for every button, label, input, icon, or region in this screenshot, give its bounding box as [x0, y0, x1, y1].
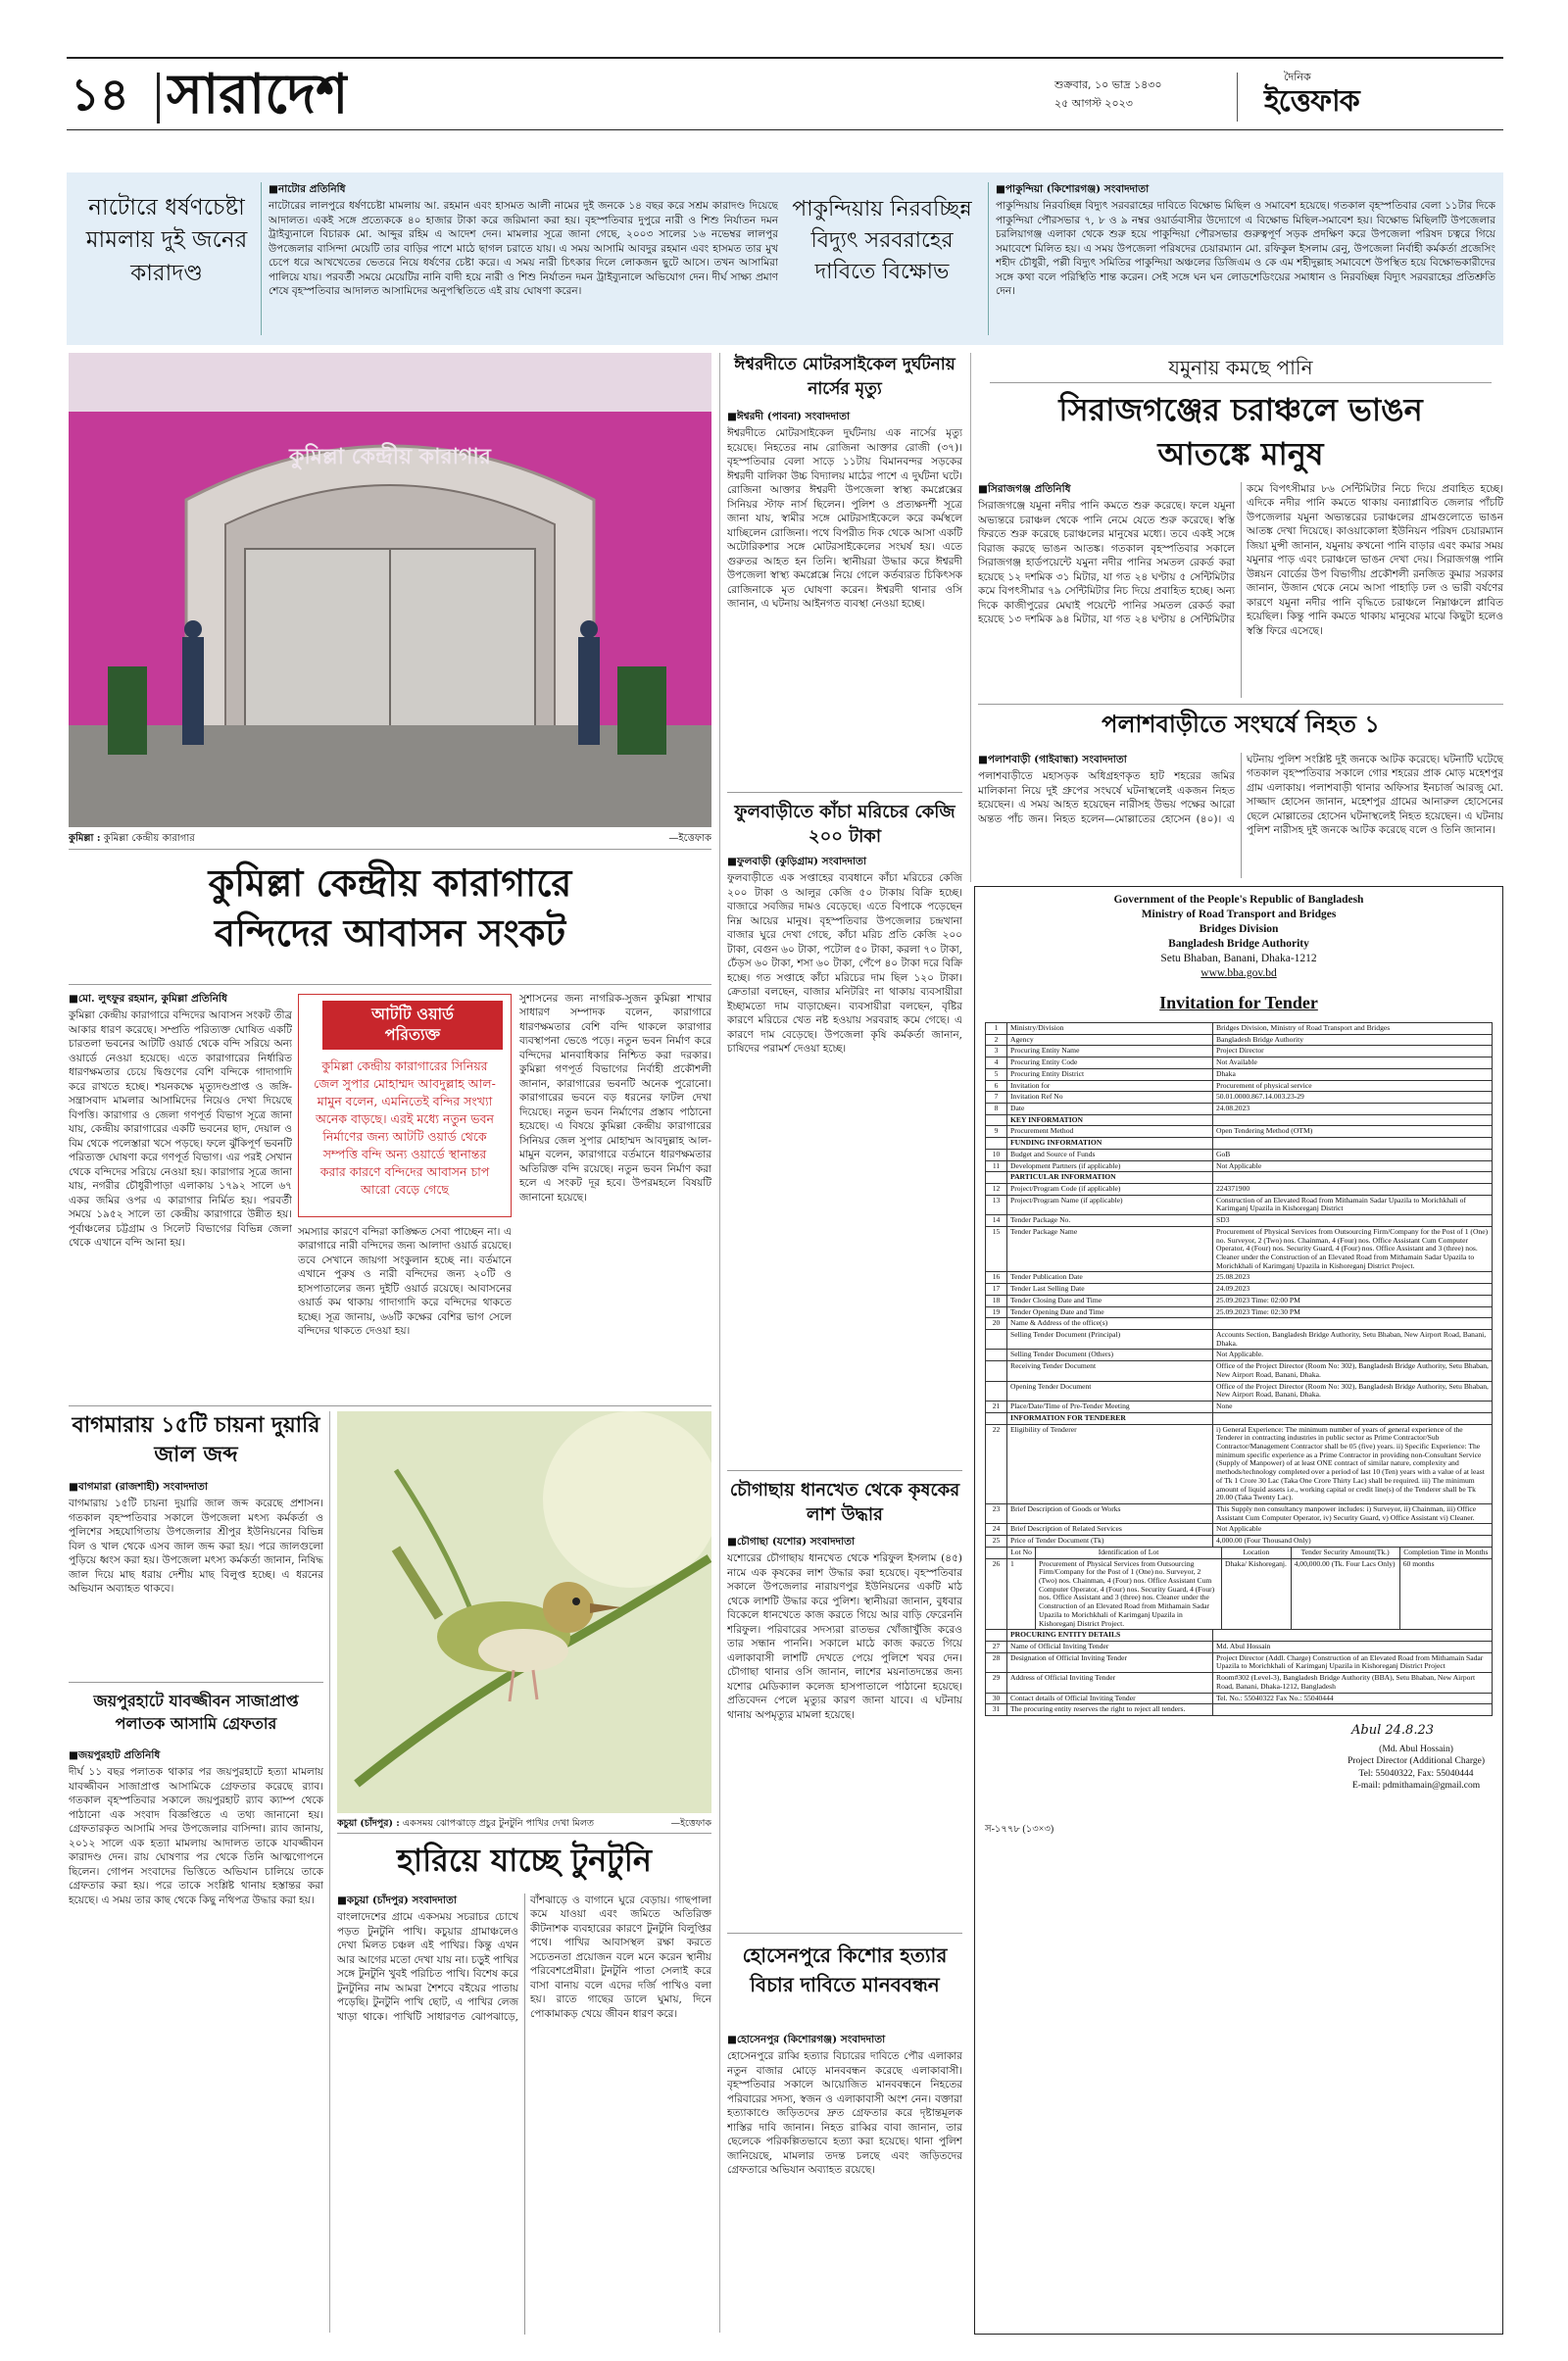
- tender-row-value: [1213, 1318, 1493, 1330]
- tender-row-value: 4,000.00 (Four Thousand Only): [1213, 1536, 1493, 1548]
- tender-row-label: Price of Tender Document (Tk): [1007, 1536, 1213, 1548]
- tender-row-number: 11: [986, 1160, 1007, 1172]
- tender-row: [986, 1172, 1493, 1184]
- tender-row: [986, 1080, 1493, 1092]
- tender-title: Invitation for Tender: [1159, 992, 1318, 1012]
- tender-row-label: PROCURING ENTITY DETAILS: [1007, 1630, 1213, 1642]
- tender-code: স-১৭৭৮ (১৩×৩): [985, 1823, 1054, 1835]
- tender-row-number: 1: [986, 1022, 1007, 1034]
- tender-row: [986, 1138, 1493, 1150]
- tender-row-number: 5: [986, 1068, 1007, 1080]
- tender-row-number: 4: [986, 1058, 1007, 1069]
- tender-row-label: Contact details of Official Inviting Tender: [1007, 1693, 1213, 1704]
- tender-row-value: Room#302 (Level-3), Bangladesh Bridge Authority (BBA), Setu Bhaban, New Airport Road, Banani, Dhaka-1212, Bangladesh: [1213, 1673, 1493, 1693]
- tender-row: [986, 1693, 1493, 1704]
- tender-row-value: Open Tendering Method (OTM): [1213, 1126, 1493, 1138]
- tender-row-number: 25: [986, 1536, 1007, 1548]
- tender-row-value: Office of the Project Director (Room No: 302), Bangladesh Bridge Authority, Setu Bhaban, New Airport Road, Banani, Dhaka.: [1213, 1381, 1493, 1401]
- bagmara-byline: ■ বাগমারা (রাজশাহী) সংবাদদাতা: [69, 1480, 323, 1494]
- tender-row-label: Eligibility of Tenderer: [1007, 1424, 1213, 1503]
- tender-row: [986, 1503, 1493, 1523]
- tender-row-value: Not Applicable: [1213, 1160, 1493, 1172]
- tender-row: [986, 1149, 1493, 1160]
- tender-row: [986, 1103, 1493, 1114]
- tender-row-number: 18: [986, 1295, 1007, 1306]
- tender-row: [986, 1068, 1493, 1080]
- lot-cell-no: 26: [986, 1558, 1007, 1630]
- tender-row-value: Not Available: [1213, 1058, 1493, 1069]
- tender-row-value: Tel. No.: 55040322 Fax No.: 55040444: [1213, 1693, 1493, 1704]
- bird-photo: [337, 1411, 711, 1813]
- prison-story-col2: সমস্যার কারণে বন্দিরা কাঙ্ক্ষিত সেবা পাচ্ছেন না। এ কারাগারে নারী বন্দিদের জন্য আলাদা ওয়ার্ড রয়েছে। তবে সেখানে জায়গা সংকুলান হচ্ছে না। বর্তমানে এখানে পুরুষ ও নারী বন্দিদের জন্য ২০টি ও হাসপাতালের জন্য দুইটি ওয়ার্ড রয়েছে। আবাসনের ওয়ার্ড কম থাকায় গাদাগাদি করে বন্দিদের থাকতে হচ্ছে। সূত্র জানায়, ৬৬টি কক্ষের বেশির ভাগ সেলে বন্দিদের থাকতে দেওয়া হয়।: [298, 1226, 512, 1338]
- tender-notice: [974, 886, 1503, 2335]
- tender-row-number: 19: [986, 1306, 1007, 1318]
- lot-cell-months: 60 months: [1399, 1558, 1492, 1630]
- hossainpur-story: [727, 2033, 962, 2336]
- joypurhat-body: দীর্ঘ ১১ বছর পলাতক থাকার পর জয়পুরহাটে হত্যা মামলায় যাবজ্জীবন সাজাপ্রাপ্ত আসামিকে গ্রেফতার করেছে র‌্যাব। গতকাল বৃহস্পতিবার সকালে জয়পুরহাট র‌্যাব ক্যাম্প থেকে পাঠানো এক সংবাদ বিজ্ঞপ্তিতে এ তথ্য জানানো হয়। গ্রেফতারকৃত আসামি সদর উপজেলার বাসিন্দা। র‌্যাব জানায়, ২০১২ সালে এক হত্যা মামলায় আদালত তাকে যাবজ্জীবন কারাদণ্ড দেন। রায় ঘোষণার পর থেকে তিনি আত্মগোপনে ছিলেন। গোপন সংবাদের ভিত্তিতে অভিযান চালিয়ে তাকে গ্রেফতার করা হয়। পরে তাকে সংশ্লিষ্ট থানায় হস্তান্তর করা হয়েছে। এ সময় তার কাছ থেকে কিছু নথিপত্র উদ্ধার করা হয়।: [69, 1766, 323, 1906]
- tender-row-label: PARTICULAR INFORMATION: [1007, 1172, 1213, 1184]
- bird-caption-text: একসময় ঝোপঝাড়ে প্রচুর টুনটুনি পাখির দেখা মিলত: [402, 1818, 595, 1829]
- ishwardi-headline: ঈশ্বরদীতে মোটরসাইকেল দুর্ঘটনায় নার্সের মৃত্যু: [734, 355, 956, 399]
- tender-row-number: 16: [986, 1272, 1007, 1284]
- tender-row: [986, 1524, 1493, 1536]
- tender-row: [986, 1642, 1493, 1653]
- ishwardi-story: [727, 410, 962, 784]
- tender-row-value: Not Applicable.: [1213, 1350, 1493, 1361]
- tender-row-value: [1213, 1412, 1493, 1424]
- sirajganj-headline-line2: আতঙ্কে মানুষ: [1157, 435, 1324, 473]
- tender-row-value: Md. Abul Hossain: [1213, 1642, 1493, 1653]
- tender-row-number: 8: [986, 1103, 1007, 1114]
- bird-byline: ■ কচুয়া (চাঁদপুর) সংবাদদাতা: [337, 1894, 518, 1907]
- tender-row-value: 224371900: [1213, 1183, 1493, 1195]
- pakundia-body: পাকুন্দিয়ায় নিরবচ্ছিন্ন বিদ্যুৎ সরবরাহের দাবিতে বিক্ষোভ মিছিল ও সমাবেশ হয়েছে। গতকাল বৃহস্পতিবার বেলা ১১টার দিকে পাকুন্দিয়া পৌরসভার ৭, ৮ ও ৯ নম্বর ওয়ার্ডবাসীর উদ্যোগে এ বিক্ষোভ মিছিল-সমাবেশ হয়। বিক্ষোভ মিছিলটি উপজেলার চরলিয়াগঞ্জ এলাকা থেকে শুরু হয়ে পাকুন্দিয়া পৌরসভার গুরুত্বপূর্ণ সড়ক প্রদক্ষিণ করে উপজেলা পরিষদ চত্বরে গিয়ে সমাবেশে মিলিত হয়। এ সময় উপজেলা পরিষদের চেয়ারম্যান মো. রফিকুল ইসলাম রেনু, উপজেলা নির্বাহী কর্মকর্তা প্রজেসিং শহীদ চৌধুরী, পল্লী বিদ্যুৎ সমিতির পাকুন্দিয়া অঞ্চলের ডিজিএম ও কে এম শহীদুল্লাহ সমাবেশে উপস্থিত হয়ে বিক্ষোভকারীদের সঙ্গে কথা বলে পরিস্থিতি শান্ত করেন। সেই সঙ্গে ঘন ঘন লোডশেডিংয়ের সমাধান ও নিরবচ্ছিন্ন বিদ্যুৎ সরবরাহের প্রতিশ্রুতি দেন।: [996, 200, 1495, 298]
- paper-logo-small: দৈনিক: [1284, 71, 1311, 83]
- tender-row-number: 31: [986, 1704, 1007, 1716]
- lot-header-cell: Identification of Lot: [1036, 1547, 1222, 1558]
- tender-row-number: [986, 1138, 1007, 1150]
- tender-row-label: Address of Official Inviting Tender: [1007, 1673, 1213, 1693]
- tender-row-value: Procurement of Physical Services from Outsourcing Firm/Company for the Post of 1 (One) no. Surveyor, 2 (Two) nos. Chainman, 4 (Four) nos. Office Assistant Cum Computer Operator, 4 (Four) nos. Security Guard, 4 (Four) nos. Office Assistant and 3 (three) nos. Cleaner under the Construction of an Elevated Road from Mithamain Sadar Upazila to Morichkhali of Karimganj Upazila in Kishoreganj District Project.: [1213, 1226, 1493, 1272]
- joypurhat-headline: জয়পুরহাটে যাবজ্জীবন সাজাপ্রাপ্ত পলাতক আসামি গ্রেফতার: [93, 1692, 299, 1734]
- tender-row: [986, 1160, 1493, 1172]
- tender-row-label: INFORMATION FOR TENDERER: [1007, 1412, 1213, 1424]
- bird-body: বাংলাদেশের গ্রামে একসময় সচরাচর চোখে পড়ত টুনটুনি পাখি। কচুয়ার গ্রামাঞ্চলেও দেখা মিলত চঞ্চল এই পাখির। কিন্তু এখন আর আগের মতো দেখা যায় না। চড়ুই পাখির সঙ্গে টুনটুনি খুবই পরিচিত পাখি। বিশেষ করে টুনটুনির নাম আমরা শৈশবে বইয়ের পাতায় পড়েছি। টুনটুনি পাখি ছোট, এ পাখির লেজ খাড়া থাকে। পাখিটি সাধারণত ঝোপঝাড়ে, বাঁশঝাড়ে ও বাগানে ঘুরে বেড়ায়। গাছপালা কমে যাওয়া এবং জমিতে অতিরিক্ত কীটনাশক ব্যবহারের কারণে টুনটুনি বিলুপ্তির পথে। পাখির আবাসস্থল রক্ষা করতে সচেতনতা প্রয়োজন বলে মনে করেন স্থানীয় পরিবেশপ্রেমীরা। টুনটুনি পাতা সেলাই করে বাসা বানায় বলে এদের দর্জি পাখিও বলা হয়। রাতে গাছের ডালে ঘুমায়, দিনে পোকামাকড় খেয়ে জীবন ধারণ করে।: [337, 1894, 711, 2023]
- bird-caption-place: কচুয়া (চাঁদপুর) :: [337, 1818, 400, 1829]
- fulbari-byline: ■ ফুলবাড়ী (কুড়িগ্রাম) সংবাদদাতা: [727, 855, 962, 868]
- tender-address: Setu Bhaban, Banani, Dhaka-1212: [1160, 952, 1317, 964]
- tender-row-label: Procuring Entity Name: [1007, 1046, 1213, 1058]
- tender-row-number: 14: [986, 1215, 1007, 1227]
- tender-row-label: Designation of Official Inviting Tender: [1007, 1652, 1213, 1672]
- sirajganj-kicker: যমুনায় কমছে পানি: [1168, 356, 1313, 379]
- lot-cell-lot: 1: [1007, 1558, 1036, 1630]
- date-line-1: শুক্রবার, ১০ ভাদ্র ১৪৩০: [1054, 78, 1162, 91]
- natore-headline: নাটোরে ধর্ষণচেষ্টা মামলায় দুই জনের কারাদণ্ড: [85, 195, 248, 286]
- tender-row-label: Opening Tender Document: [1007, 1381, 1213, 1401]
- tender-row-number: 30: [986, 1693, 1007, 1704]
- tender-row: [986, 1022, 1493, 1034]
- tender-row-value: Project Director (Addl. Charge) Construction of an Elevated Road from Mithamain Sadar Upazila to Morichkhali of Karimganj Upazila in Kishoreganj District Project: [1213, 1652, 1493, 1672]
- tender-row-number: [986, 1330, 1007, 1350]
- tailorbird-image: [337, 1411, 711, 1813]
- tender-row: [986, 1114, 1493, 1126]
- hossainpur-body: হোসেনপুরে রাব্বি হত্যার বিচারের দাবিতে পৌর এলাকার নতুন বাজার মোড়ে মানববন্ধন করেছে এলাকাবাসী। বৃহস্পতিবার সকালে আয়োজিত মানববন্ধনে নিহতের পরিবারের সদস্য, স্বজন ও এলাকাবাসী অংশ নেন। বক্তারা হত্যাকাণ্ডে জড়িতদের দ্রুত গ্রেফতার করে দৃষ্টান্তমূলক শাস্তির দাবি জানান। নিহত রাব্বির বাবা জানান, তার ছেলেকে পরিকল্পিতভাবে হত্যা করা হয়েছে। থানা পুলিশ জানিয়েছে, মামলার তদন্ত চলছে এবং জড়িতদের গ্রেফতারে অভিযান অব্যাহত রয়েছে।: [727, 2050, 962, 2177]
- tender-row-number: 24: [986, 1524, 1007, 1536]
- tender-row-label: Development Partners (if applicable): [1007, 1160, 1213, 1172]
- bagmara-body: বাগমারায় ১৫টি চায়না দুয়ারি জাল জব্দ করেছে প্রশাসন। গতকাল বৃহস্পতিবার সকালে উপজেলা মৎস্য কর্মকর্তা ও পুলিশের সহযোগিতায় উপজেলার শ্রীপুর ইউনিয়নের বিভিন্ন বিল ও খাল থেকে এসব জাল জব্দ করা হয়। পরে জালগুলো পুড়িয়ে ধ্বংস করা হয়। উপজেলা মৎস্য কর্মকর্তা জানান, নিষিদ্ধ জাল দিয়ে মাছ ধরায় দেশীয় মাছ বিলুপ্ত হচ্ছে। এ ধরনের অভিযান অব্যাহত থাকবে।: [69, 1498, 323, 1596]
- tender-row-number: [986, 1412, 1007, 1424]
- tender-row: [986, 1350, 1493, 1361]
- tender-row-number: 9: [986, 1126, 1007, 1138]
- tender-row-value: 25.08.2023: [1213, 1272, 1493, 1284]
- tender-row-value: Project Director: [1213, 1046, 1493, 1058]
- sig-email[interactable]: E-mail: pdmithamain@gmail.com: [1351, 1781, 1481, 1792]
- tender-row-number: 12: [986, 1183, 1007, 1195]
- chougachha-story: [727, 1535, 962, 1927]
- tender-row-value: GoB: [1213, 1149, 1493, 1160]
- prison-byline: ■ মো. লুৎফুর রহমান, কুমিল্লা প্রতিনিধি: [69, 992, 292, 1006]
- tender-row-value: i) General Experience: The minimum number of years of general experience of the Tenderer in contracting industries in public sector as Prime Contractor/Sub Contractor/Management Contractor shall be 05 (five) years. ii) Specific Experience: The minimum specific experience as a Prime Contractor in providing non-Consultant Service (Supply of Manpower) of at least ONE contract of similar nature, complexity and methods/technology completed over a period of last 10 (Ten) years with a value of at least of Tk 1 Crore 30 Lac (Taka One Crore Thirty Lac) shall be required. iii) The minimum amount of liquid assets i.e., working capital or credit line(s) of the Tenderer shall be Tk 20.00 (Taka Twenty Lac).: [1213, 1424, 1493, 1503]
- tender-row-value: [1213, 1138, 1493, 1150]
- tender-row-value: Dhaka: [1213, 1068, 1493, 1080]
- palashbari-headline: পলাশবাড়ীতে সংঘর্ষে নিহত ১: [1102, 710, 1380, 738]
- tender-row-value: SD3: [1213, 1215, 1493, 1227]
- pakundia-headline: পাকুন্দিয়ায় নিরবচ্ছিন্ন বিদ্যুৎ সরবরাহের দাবিতে বিক্ষোভ: [792, 197, 972, 284]
- tender-row-number: 17: [986, 1284, 1007, 1296]
- natore-byline: ■ নাটোর প্রতিনিধি: [269, 182, 778, 196]
- tender-table: [985, 1022, 1493, 1548]
- ishwardi-byline: ■ ঈশ্বরদী (পাবনা) সংবাদদাতা: [727, 410, 962, 423]
- page-number: ১৪: [71, 68, 129, 121]
- tender-row: [986, 1652, 1493, 1672]
- lot-cell-location: Dhaka/ Kishoreganj.: [1222, 1558, 1292, 1630]
- tender-row: [986, 1330, 1493, 1350]
- joypurhat-story: [69, 1748, 323, 2336]
- bird-photo-caption: [337, 1815, 711, 1831]
- tender-row-label: Name of Official Inviting Tender: [1007, 1642, 1213, 1653]
- tender-row-label: Project/Program Name (if applicable): [1007, 1195, 1213, 1214]
- pakundia-story: [996, 182, 1495, 339]
- bird-headline: হারিয়ে যাচ্ছে টুনটুনি: [397, 1842, 652, 1879]
- tender-row: [986, 1046, 1493, 1058]
- tender-row-number: 13: [986, 1195, 1007, 1214]
- fulbari-body: ফুলবাড়ীতে এক সপ্তাহের ব্যবধানে কাঁচা মরিচের কেজি ২০০ টাকা ও আলুর কেজি ৫০ টাকায় বিক্রি হচ্ছে। বাজারে সবজির দামও বেড়েছে। এতে বিপাকে পড়েছেন নিম্ন আয়ের মানুষ। বৃহস্পতিবার উপজেলার চন্দ্রখানা বাজার ঘুরে দেখা গেছে, কাঁচা মরিচ প্রতি কেজি ২০০ টাকা, বেগুন ৬০ টাকা, পটোল ৫০ টাকা, করলা ৭০ টাকা, ঢেঁড়স ৬০ টাকা, শসা ৬০ টাকা, পেঁপে ৪০ টাকা দরে বিক্রি হচ্ছে। গত সপ্তাহে কাঁচা মরিচের দাম ছিল ১২০ টাকা। ক্রেতারা বলছেন, বাজার মনিটরিং না থাকায় ব্যবসায়ীরা ইচ্ছামতো দাম বাড়াচ্ছেন। ব্যবসায়ীরা বলছেন, বৃষ্টির কারণে মরিচের খেত নষ্ট হওয়ায় সরবরাহ কমে গেছে। এ কারণে দাম বেড়েছে। উপজেলা কৃষি কর্মকর্তা জানান, চাষিদের পরামর্শ দেওয়া হচ্ছে।: [727, 872, 962, 1056]
- tender-row-value: 25.09.2023 Time: 02:00 PM: [1213, 1295, 1493, 1306]
- tender-row-number: 28: [986, 1652, 1007, 1672]
- entity-table: [985, 1629, 1493, 1716]
- pakundia-byline: ■ পাকুন্দিয়া (কিশোরগঞ্জ) সংবাদদাতা: [996, 182, 1495, 196]
- tender-row-label: The procuring entity reserves the right to reject all tenders.: [1007, 1704, 1213, 1716]
- tender-row-label: Procuring Entity Code: [1007, 1058, 1213, 1069]
- prison-col1-text: কুমিল্লা কেন্দ্রীয় কারাগারে বন্দিদের আবাসন সংকট তীব্র আকার ধারণ করেছে। সম্প্রতি পরিত্যক্ত ঘোষিত একটি চারতলা ভবনের আটটি ওয়ার্ড থেকে বন্দি সরিয়ে অন্য ওয়ার্ডে নেওয়া হয়েছে। এতে কারাগারের নির্ধারিত ধারণক্ষমতার চেয়ে দ্বিগুণের বেশি বন্দিকে গাদাগাদি করে রাখতে হচ্ছে। শয়নকক্ষে মৃত্যুদণ্ডপ্রাপ্ত ও জঙ্গি-সন্ত্রাসবাদ মামলার আসামিদের নিয়েও দেখা দিয়েছে বিপত্তি। কারাগার ও জেলা গণপূর্ত বিভাগ সূত্রে জানা যায়, কেন্দ্রীয় কারাগারের একটি ভবনের ছাদ, দেয়াল ও বিম থেকে পলেস্তারা খসে পড়ছে। ফলে ঝুঁকিপূর্ণ ভবনটি পরিত্যক্ত ঘোষণা করে গণপূর্ত বিভাগ। এর পরই সেখান থেকে বন্দিদের সরিয়ে নেওয়া হয়। কারাগার সূত্রে জানা যায়, নগরীর চৌধুরীপাড়া এলাকায় ১৭৯২ সালে ৬৭ একর জমির ওপর এ কারাগার নির্মিত হয়। পরবর্তী সময়ে ১৯৫২ সালে তা কেন্দ্রীয় কারাগারে উন্নীত হয়। পূর্বাঞ্চলের চট্টগ্রাম ও সিলেট বিভাগের বিভিন্ন জেলা থেকে এখানে বন্দি আনা হয়।: [69, 1009, 292, 1250]
- chougachha-body: যশোরের চৌগাছায় ধানখেত থেকে শরিফুল ইসলাম (৪৫) নামে এক কৃষকের লাশ উদ্ধার করা হয়েছে। বৃহস্পতিবার সকালে উপজেলার নারায়ণপুর ইউনিয়নের একটি মাঠ থেকে লাশটি উদ্ধার করে পুলিশ। স্থানীয়রা জানান, বুধবার বিকেলে ধানখেতে কাজ করতে গিয়ে আর বাড়ি ফেরেননি শরিফুল। পরিবারের সদস্যরা রাতভর খোঁজাখুঁজি করেও তার সন্ধান পাননি। সকালে মাঠে কাজ করতে গিয়ে এলাকাবাসী লাশটি দেখতে পেয়ে পুলিশে খবর দেন। চৌগাছা থানার ওসি জানান, লাশের ময়নাতদন্তের জন্য যশোর মেডিক্যাল কলেজ হাসপাতালে পাঠানো হয়েছে। প্রতিবেদন পেলে মৃত্যুর কারণ জানা যাবে। এ ঘটনায় থানায় অপমৃত্যুর মামলা হয়েছে।: [727, 1552, 962, 1721]
- tender-row-number: 7: [986, 1092, 1007, 1104]
- tender-row: [986, 1704, 1493, 1716]
- prison-headline-line1: কুমিল্লা কেন্দ্রীয় কারাগারে: [208, 861, 572, 905]
- tender-row-label: Procuring Entity District: [1007, 1068, 1213, 1080]
- tender-row-number: 15: [986, 1226, 1007, 1272]
- tender-row: [986, 1058, 1493, 1069]
- tender-row: [986, 1318, 1493, 1330]
- fulbari-headline: ফুলবাড়ীতে কাঁচা মরিচের কেজি ২০০ টাকা: [734, 802, 956, 848]
- prison-gate-image: [69, 353, 711, 827]
- tender-row-value: None: [1213, 1402, 1493, 1413]
- callout-text: কুমিল্লা কেন্দ্রীয় কারাগারের সিনিয়র জেল সুপার মোহাম্মদ আবদুল্লাহ আল-মামুন বলেন, এমনিতেই বন্দির সংখ্যা অনেক বাড়ছে। এরই মধ্যে নতুন ভবন নির্মাণের জন্য আটটি ওয়ার্ড থেকে সম্পত্তি বন্দি অন্য ওয়ার্ডে স্থানান্তর করার কারণে বন্দিদের আবাসন চাপ আরো বেড়ে গেছে: [314, 1058, 496, 1198]
- prison-caption-place: কুমিল্লা :: [69, 833, 101, 844]
- tender-row: [986, 1424, 1493, 1503]
- callout-title-line1: আটটি ওয়ার্ড: [371, 1005, 454, 1023]
- tender-row: [986, 1272, 1493, 1284]
- fulbari-story: [727, 855, 962, 1462]
- lot-cell-security: 4,00,000.00 (Tk. Four Lacs Only): [1291, 1558, 1399, 1630]
- tender-division: Bridges Division: [1199, 922, 1279, 935]
- tender-row-label: FUNDING INFORMATION: [1007, 1138, 1213, 1150]
- prison-photo: [69, 353, 711, 827]
- tender-row-number: 29: [986, 1673, 1007, 1693]
- section-title: সারাদেশ: [167, 63, 349, 126]
- hossainpur-headline: হোসেনপুরে কিশোর হত্যার বিচার দাবিতে মানববন্ধন: [742, 1943, 948, 1996]
- date-line-2: ২৫ আগস্ট ২০২৩: [1054, 97, 1133, 110]
- tender-row-value: Procurement of physical service: [1213, 1080, 1493, 1092]
- lot-header-cell: Tender Security Amount(Tk.): [1291, 1547, 1399, 1558]
- tender-row-label: Name & Address of the office(s): [1007, 1318, 1213, 1330]
- bird-photo-credit: —ইত্তেফাক: [670, 1818, 711, 1829]
- prison-gate-sign: কুমিল্লা কেন্দ্রীয় কারাগার: [289, 445, 491, 469]
- tender-row-number: 3: [986, 1046, 1007, 1058]
- tender-row-number: [986, 1630, 1007, 1642]
- joypurhat-byline: ■ জয়পুরহাট প্রতিনিধি: [69, 1748, 323, 1762]
- hossainpur-byline: ■ হোসেনপুর (কিশোরগঞ্জ) সংবাদদাতা: [727, 2033, 962, 2046]
- tender-row: [986, 1536, 1493, 1548]
- tender-row-value: 25.09.2023 Time: 02:30 PM: [1213, 1306, 1493, 1318]
- natore-story: [269, 182, 778, 339]
- tender-row-number: 22: [986, 1424, 1007, 1503]
- tender-authority: Bangladesh Bridge Authority: [1168, 937, 1309, 950]
- tender-row: [986, 1402, 1493, 1413]
- lot-header-cell: Location: [1222, 1547, 1292, 1558]
- tender-ministry: Ministry of Road Transport and Bridges: [1141, 908, 1337, 920]
- tender-row: [986, 1183, 1493, 1195]
- tender-row: [986, 1034, 1493, 1046]
- callout-title: [322, 1001, 503, 1050]
- tender-row-label: Invitation Ref No: [1007, 1092, 1213, 1104]
- tender-row-value: Accounts Section, Bangladesh Bridge Authority, Setu Bhaban, New Airport Road, Banani, Dhaka.: [1213, 1330, 1493, 1350]
- sirajganj-body: সিরাজগঞ্জে যমুনা নদীর পানি কমতে শুরু করেছে। ফলে যমুনা অভ্যন্তরে চরাঞ্চল থেকে পানি নেমে যেতে শুরু করেছে। স্বস্তি ফিরতে শুরু করেছে চরাঞ্চলের মানুষের মধ্যে। তবে একই সঙ্গে বিরাজ করছে ভাঙন আতঙ্ক। গতকাল বৃহস্পতিবার সকালে সিরাজগঞ্জ হার্ডপয়েন্টে যমুনা নদীর পানির সমতল রেকর্ড করা হয়েছে ১২ দশমিক ৩১ মিটার, যা গত ২৪ ঘণ্টায় ৫ সেন্টিমিটার কমে বিপৎসীমার ৭৯ সেন্টিমিটার নিচ দিয়ে প্রবাহিত হচ্ছে। অন্য দিকে কাজীপুরের মেঘাই পয়েন্টে পানির সমতল রেকর্ড করা হয়েছে ১৩ দশমিক ৯৪ মিটার, যা গত ২৪ ঘণ্টায় ৪ সেন্টিমিটার কমে বিপৎসীমার ৮৬ সেন্টিমিটার নিচে দিয়ে প্রবাহিত হচ্ছে। এদিকে নদীর পানি কমতে থাকায় বন্যাপ্লাবিত জেলার পাঁচটি উপজেলার যমুনা অভ্যন্তরের চরাঞ্চলের গ্রামগুলোতে ভাঙন আতঙ্ক দেখা দিয়েছে। কাওয়াকোলা ইউনিয়ন পরিষদ চেয়ারম্যান জিয়া মুন্সী জানান, যমুনায় কখনো পানি বাড়ার এবং কমার সময় যমুনার পাড় এবং চরাঞ্চলে ভাঙন দেখা দেয়। সিরাজগঞ্জ পানি উন্নয়ন বোর্ডের উপ বিভাগীয় প্রকৌশলী রনজিত কুমার সরকার জানান, উজান থেকে নেমে আসা পাহাড়ি ঢল ও ভারী বর্ষণের কারণে যমুনা নদীর পানি বৃদ্ধিতে চরাঞ্চলে নিম্নাঞ্চলে প্লাবিত হয়েছিল। কিন্তু পানি কমতে থাকায় মানুষের মাঝে কিছুটা হলেও স্বস্তি ফিরে এসেছে।: [978, 483, 1503, 637]
- tender-row-number: [986, 1381, 1007, 1401]
- palashbari-body: পলাশবাড়ীতে মহাসড়ক অধিগ্রহণকৃত হাট শহরের জমির মালিকানা নিয়ে দুই গ্রুপের সংঘর্ষে ঘটনাস্থলেই একজন নিহত হয়েছেন। এ সময় আহত হয়েছেন নারীসহ উভয় পক্ষের আরো অন্তত পাঁচ জন। নিহত হলেন—মোল্লাতের হোসেন (৪০)। এ ঘটনায় পুলিশ সংশ্লিষ্ট দুই জনকে আটক করেছে। ঘটনাটি ঘটেছে গতকাল বৃহস্পতিবার সকালে গোর শহরের প্রাক মোড় মহেশপুর গ্রাম এলাকায়। পলাশবাড়ী থানার অফিসার ইনচার্জ আরজু মো. সাজ্জাদ হোসেন জানান, মহেশপুর গ্রামের আনারুল হোসেনের ছেলে মোল্লাতের হোসেন ঘটনাস্থলেই নিহত হয়েছেন। এ ঘটনায় পুলিশ নারীসহ দুই জনকে আটক করেছে বলে ও তিনি জানান।: [978, 754, 1503, 837]
- tender-row-value: Construction of an Elevated Road from Mithamain Sadar Upazila to Morichkhali of Karimganj Upazila in Kishoreganj District: [1213, 1195, 1493, 1214]
- tender-row-label: Tender Package Name: [1007, 1226, 1213, 1272]
- prison-photo-credit: —ইত্তেফাক: [668, 833, 711, 844]
- sig-name: (Md. Abul Hossain): [1379, 1745, 1453, 1755]
- tender-row-label: Brief Description of Related Services: [1007, 1524, 1213, 1536]
- tender-row-label: Project/Program Code (if applicable): [1007, 1183, 1213, 1195]
- bagmara-headline: বাগমারায় ১৫টি চায়না দুয়ারি জাল জব্দ: [72, 1413, 320, 1467]
- tender-row-label: Tender Last Selling Date: [1007, 1284, 1213, 1296]
- sig-title: Project Director (Additional Charge): [1348, 1756, 1485, 1767]
- tender-row-value: Bridges Division, Ministry of Road Transport and Bridges: [1213, 1022, 1493, 1034]
- sirajganj-byline: ■ সিরাজগঞ্জ প্রতিনিধি: [978, 482, 1235, 496]
- sirajganj-headline-line1: সিরাজগঞ্জের চরাঞ্চলে ভাঙন: [1058, 391, 1423, 428]
- tender-row-value: [1213, 1704, 1493, 1716]
- tender-row-value: [1213, 1172, 1493, 1184]
- ishwardi-body: ঈশ্বরদীতে মোটরসাইকেল দুর্ঘটনায় এক নার্সের মৃত্যু হয়েছে। নিহতের নাম রোজিনা আক্তার রোজী (৩৭)। বৃহস্পতিবার বেলা সাড়ে ১১টায় বিমানবন্দর সড়কের ঈশ্বরদী বালিকা উচ্চ বিদ্যালয় মাঠের পাশে এ দুর্ঘটনা ঘটে। রোজিনা আক্তার ঈশ্বরদী উপজেলা স্বাস্থ্য কমপ্লেক্সের সিনিয়র স্টাফ নার্স ছিলেন। পুলিশ ও প্রত্যক্ষদর্শী সূত্রে জানা যায়, স্বামীর সঙ্গে মোটরসাইকেলে করে কর্মস্থলে যাচ্ছিলেন রোজিনা। পথে বিপরীত দিক থেকে আসা একটি অটোরিকশার সঙ্গে মোটরসাইকেলের সংঘর্ষ হয়। এতে গুরুতর আহত হন তিনি। স্থানীয়রা উদ্ধার করে ঈশ্বরদী উপজেলা স্বাস্থ্য কমপ্লেক্সে নিয়ে গেলে কর্তব্যরত চিকিৎসক রোজিনাকে মৃত ঘোষণা করেন। ঈশ্বরদী থানার ওসি জানান, এ ঘটনায় আইনগত ব্যবস্থা নেওয়া হচ্ছে।: [727, 427, 962, 611]
- prison-headline: [69, 859, 711, 959]
- prison-photo-caption: [69, 829, 711, 846]
- tender-row-label: Agency: [1007, 1034, 1213, 1046]
- tender-row: [986, 1284, 1493, 1296]
- tender-row-value: 50.01.0000.867.14.003.23-29: [1213, 1092, 1493, 1104]
- tender-row-label: Tender Closing Date and Time: [1007, 1295, 1213, 1306]
- tender-row-number: 2: [986, 1034, 1007, 1046]
- tender-row-label: Selling Tender Document (Principal): [1007, 1330, 1213, 1350]
- prison-headline-line2: বন্দিদের আবাসন সংকট: [214, 911, 566, 956]
- tender-row-number: [986, 1114, 1007, 1126]
- tender-row-label: Place/Date/Time of Pre-Tender Meeting: [1007, 1402, 1213, 1413]
- tender-row-number: 27: [986, 1642, 1007, 1653]
- tender-row: [986, 1412, 1493, 1424]
- lot-header-cell: Completion Time in Months: [1399, 1547, 1492, 1558]
- tender-row-number: [986, 1172, 1007, 1184]
- chougachha-byline: ■ চৌগাছা (যশোর) সংবাদদাতা: [727, 1535, 962, 1549]
- tender-row-value: [1213, 1114, 1493, 1126]
- callout-title-line2: পরিত্যক্ত: [384, 1024, 441, 1044]
- tender-website[interactable]: www.bba.gov.bd: [1200, 966, 1277, 979]
- callout-box: [298, 994, 512, 1217]
- lot-header-cell: Lot No: [1007, 1547, 1036, 1558]
- lot-table: [985, 1547, 1493, 1630]
- tender-row-label: Tender Opening Date and Time: [1007, 1306, 1213, 1318]
- bird-story: [337, 1894, 711, 2335]
- sirajganj-headline: [978, 388, 1503, 477]
- tender-row-number: [986, 1361, 1007, 1381]
- tender-row-label: Date: [1007, 1103, 1213, 1114]
- tender-row-number: 20: [986, 1318, 1007, 1330]
- tender-row: [986, 1092, 1493, 1104]
- tender-row-number: 21: [986, 1402, 1007, 1413]
- chougachha-headline: চৌগাছায় ধানখেত থেকে কৃষকের লাশ উদ্ধার: [729, 1480, 960, 1526]
- tender-row-value: Bangladesh Bridge Authority: [1213, 1034, 1493, 1046]
- prison-story-col3: সুশাসনের জন্য নাগরিক-সুজন কুমিল্লা শাখার সাধারণ সম্পাদক বলেন, কারাগারে ধারণক্ষমতার বেশি বন্দি থাকলে কারাগার ব্যবস্থাপনা ভেঙে পড়ে। নতুন ভবন নির্মাণ করে বন্দিদের মানবাধিকার নিশ্চিত করা দরকার। কুমিল্লা গণপূর্ত বিভাগের নির্বাহী প্রকৌশলী জানান, কারাগারের ভবনটি অনেক পুরোনো। কারাগারের ভবনে বড় ধরনের ফাটল দেখা দিয়েছে। নতুন ভবন নির্মাণের প্রস্তাব পাঠানো হয়েছে। এ বিষয়ে কুমিল্লা কেন্দ্রীয় কারাগারের সিনিয়র জেল সুপার মোহাম্মদ আবদুল্লাহ আল-মামুন বলেন, কারাগারে বর্তমানে ধারণক্ষমতার অতিরিক্ত বন্দি রয়েছে। নতুন ভবন নির্মাণ করা হলে এ সংকট দূর হবে। উপরমহলে বিষয়টি জানানো হয়েছে।: [519, 993, 711, 1204]
- tender-row: [986, 1126, 1493, 1138]
- tender-row-label: Selling Tender Document (Others): [1007, 1350, 1213, 1361]
- tender-row-value: Not Applicable: [1213, 1524, 1493, 1536]
- tender-row-value: 24.09.2023: [1213, 1284, 1493, 1296]
- natore-body: নাটোরের লালপুরে ধর্ষণচেষ্টা মামলায় আ. রহমান এবং হাসমত আলী নামের দুই জনকে ১৪ বছর করে সশ্রম কারাদণ্ড দিয়েছে আদালত। একই সঙ্গে প্রত্যেককে ৪০ হাজার টাকা করে জরিমানা করা হয়। বৃহস্পতিবার দুপুরে নারী ও শিশু নির্যাতন দমন ট্রাইব্যুনালে বিচারক মো. আব্দুর রহিম এ আদেশ দেন। মামলার সূত্রে জানা গেছে, ২০০৩ সালের ১৬ নভেম্বর লালপুর উপজেলার বাসিন্দা মেয়েটি তার বাড়ির পাশে মাঠে ছাগল চরাতে যায়। এ সময় আসামি আবদুর রহমান এবং হাসমত তার মুখ চেপে ধরে আখখেতের ভেতরে নিয়ে ধর্ষণের চেষ্টা করে। এ সময় নারী চিৎকার দিলে লোকজন ছুটে আসে। তখন আসামিরা পালিয়ে যায়। পরবর্তী সময়ে মেয়েটির নানি বাদী হয়ে নারী ও শিশু নির্যাতন দমন ট্রাইব্যুনালে অভিযোগ দেন। দীর্ঘ সাক্ষ্য প্রমাণ শেষে বৃহস্পতিবার আদালত আসামিদের অনুপস্থিতিতে এই রায় ঘোষণা করেন।: [269, 200, 778, 298]
- tender-row-label: Receiving Tender Document: [1007, 1361, 1213, 1381]
- tender-row-label: Procurement Method: [1007, 1126, 1213, 1138]
- tender-row-number: 6: [986, 1080, 1007, 1092]
- lot-row: [986, 1558, 1493, 1630]
- tender-row-label: Tender Package No.: [1007, 1215, 1213, 1227]
- tender-row: [986, 1226, 1493, 1272]
- palashbari-byline: ■ পলাশবাড়ী (গাইবান্ধা) সংবাদদাতা: [978, 753, 1235, 766]
- sig-tel: Tel: 55040322, Fax: 55040444: [1358, 1768, 1474, 1779]
- tender-row: [986, 1361, 1493, 1381]
- tender-row: [986, 1195, 1493, 1214]
- tender-row-value: Office of the Project Director (Room No: 302), Bangladesh Bridge Authority, Setu Bhaban, New Airport Road, Banani, Dhaka.: [1213, 1361, 1493, 1381]
- prison-story-col1: [69, 992, 292, 1400]
- palashbari-story: [978, 753, 1503, 878]
- bagmara-story: [69, 1480, 323, 1676]
- tender-gov: Government of the People's Republic of Bangladesh: [1113, 894, 1364, 906]
- tender-row-number: 23: [986, 1503, 1007, 1523]
- tender-row-label: KEY INFORMATION: [1007, 1114, 1213, 1126]
- lot-header-row: [986, 1547, 1493, 1558]
- tender-row-number: [986, 1350, 1007, 1361]
- tender-row-value: [1213, 1630, 1493, 1642]
- tender-row: [986, 1295, 1493, 1306]
- lot-cell-identification: Procurement of Physical Services from Outsourcing Firm/Company for the Post of 1 (One) no. Surveyor, 2 (Two) nos. Chainman, 4 (Four) nos. Office Assistant Cum Computer Operator, 4 (Four) nos. Security Guard, 4 (Four) nos. Office Assistant and 3 (three) nos. Cleaner under the Construction of an Elevated Road from Mithamain Sadar Upazila to Morichkhali of Karimganj Upazila in Kishoreganj District Project.: [1036, 1558, 1222, 1630]
- tender-row-value: This Supply non consultancy manpower includes: i) Surveyor, ii) Chainman, iii) Office Assistant Cum Computer Operator, iv) Security Guard, v) Office Assistant vi) Cleaner.: [1213, 1503, 1493, 1523]
- tender-row-label: Tender Publication Date: [1007, 1272, 1213, 1284]
- tender-row-label: Invitation for: [1007, 1080, 1213, 1092]
- tender-row-label: Budget and Source of Funds: [1007, 1149, 1213, 1160]
- tender-row-value: 24.08.2023: [1213, 1103, 1493, 1114]
- tender-row: [986, 1306, 1493, 1318]
- tender-row-label: Ministry/Division: [1007, 1022, 1213, 1034]
- tender-row: [986, 1630, 1493, 1642]
- tender-row: [986, 1673, 1493, 1693]
- prison-caption-text: কুমিল্লা কেন্দ্রীয় কারাগার: [103, 833, 195, 844]
- paper-logo: [1245, 69, 1501, 123]
- tender-row: [986, 1381, 1493, 1401]
- signature: Abul 24.8.23: [1351, 1723, 1434, 1739]
- sirajganj-story: [978, 482, 1503, 698]
- tender-row: [986, 1215, 1493, 1227]
- tender-row-label: Brief Description of Goods or Works: [1007, 1503, 1213, 1523]
- tender-row-number: 10: [986, 1149, 1007, 1160]
- paper-logo-name: ইত্তেফাক: [1264, 84, 1359, 119]
